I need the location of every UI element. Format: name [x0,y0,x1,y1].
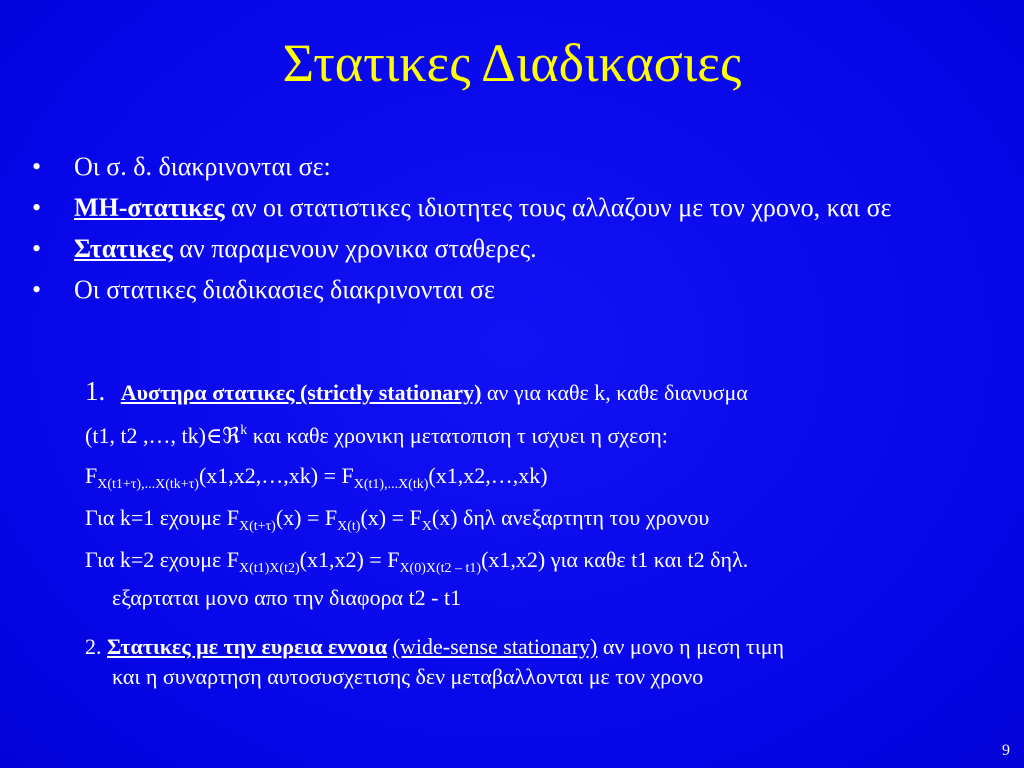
eq-subscript: X(t1)X(t2) [238,561,300,576]
bullet-list [30,150,990,314]
eq-text: F [85,463,98,488]
page-number: 9 [1002,742,1010,759]
bullet-item [30,232,990,266]
bullet-marker: • [32,234,42,263]
shift-text: και καθε χρονικη μετατοπιση τ ισχυει η σχεση: [247,423,668,448]
eq-text: Για k=2 εχουμε F [85,547,239,572]
eq-text: (x) δηλ ανεξαρτητη του χρονου [431,505,710,530]
k2-equation [85,545,1015,575]
bullet-item [30,191,990,225]
eq-subscript: X(0)X(t2 – t1) [399,561,482,576]
bullet-item [30,273,990,307]
eq-text: (x1,x2) για καθε t1 και t2 δηλ. [481,547,749,572]
wide-sense-continuation: και η συναρτηση αυτοσυσχετισης δεν μεταβαλλονται με τον χρονο [112,664,704,689]
bullet-term: ΜΗ-στατικες [74,193,225,222]
eq-subscript: X(t+τ) [238,519,276,534]
eq-subscript: X [421,519,432,534]
eq-text: (x1,x2,…,xk) = F [198,463,354,488]
wide-sense-heading [85,632,1015,662]
strict-equation [85,461,1015,491]
eq-text: (x) = F [360,505,422,530]
bullet-marker: • [32,193,42,222]
bullet-marker: • [32,152,42,181]
wide-sense-text: αν μονο η μεση τιμη [597,634,785,659]
bullet-item [30,150,990,184]
k1-equation [85,503,1015,533]
eq-subscript: X(t1),...X(tk) [353,477,429,492]
bullet-term: Στατικες [74,234,173,263]
bullet-text: αν οι στατιστικες ιδιοτητες τους αλλαζουν με τον χρονο, και σε [224,193,892,222]
vector-condition-line [85,421,1015,451]
eq-text: (x) = F [275,505,338,530]
eq-text: (x1,x2) = F [299,547,400,572]
strict-stationary-text: αν για καθε k, καθε διανυσμα [481,380,748,405]
vector-text: (t1, t2 ,…, tk)∈ℜ [85,423,241,448]
eq-subscript: X(t1+τ),...X(tk+τ) [97,477,199,492]
bullet-text: Οι σ. δ. διακρινονται σε: [74,152,331,181]
wide-sense-term: Στατικες με την ευρεια εννοια [107,634,388,659]
bullet-text: αν παραμενουν χρονικα σταθερες. [172,234,537,263]
bullet-text: Οι στατικες διαδικασιες διακρινονται σε [74,275,495,304]
item-number: 2. [85,634,102,659]
eq-text: Για k=1 εχουμε F [85,505,239,530]
item-number: 1. [85,376,106,406]
wide-sense-term-english: (wide-sense stationary) [392,634,598,659]
eq-text: (x1,x2,…,xk) [428,463,548,488]
k2-continuation: εξαρταται μονο απο την διαφορα t2 - t1 [112,585,462,610]
strict-stationary-heading [85,376,1015,408]
superscript: k [240,423,248,438]
bullet-marker: • [32,275,42,304]
eq-subscript: X(t) [337,519,361,534]
strict-stationary-term: Αυστηρα στατικες (strictly stationary) [120,380,482,405]
slide-title: Στατικες Διαδικασιες [282,33,742,93]
